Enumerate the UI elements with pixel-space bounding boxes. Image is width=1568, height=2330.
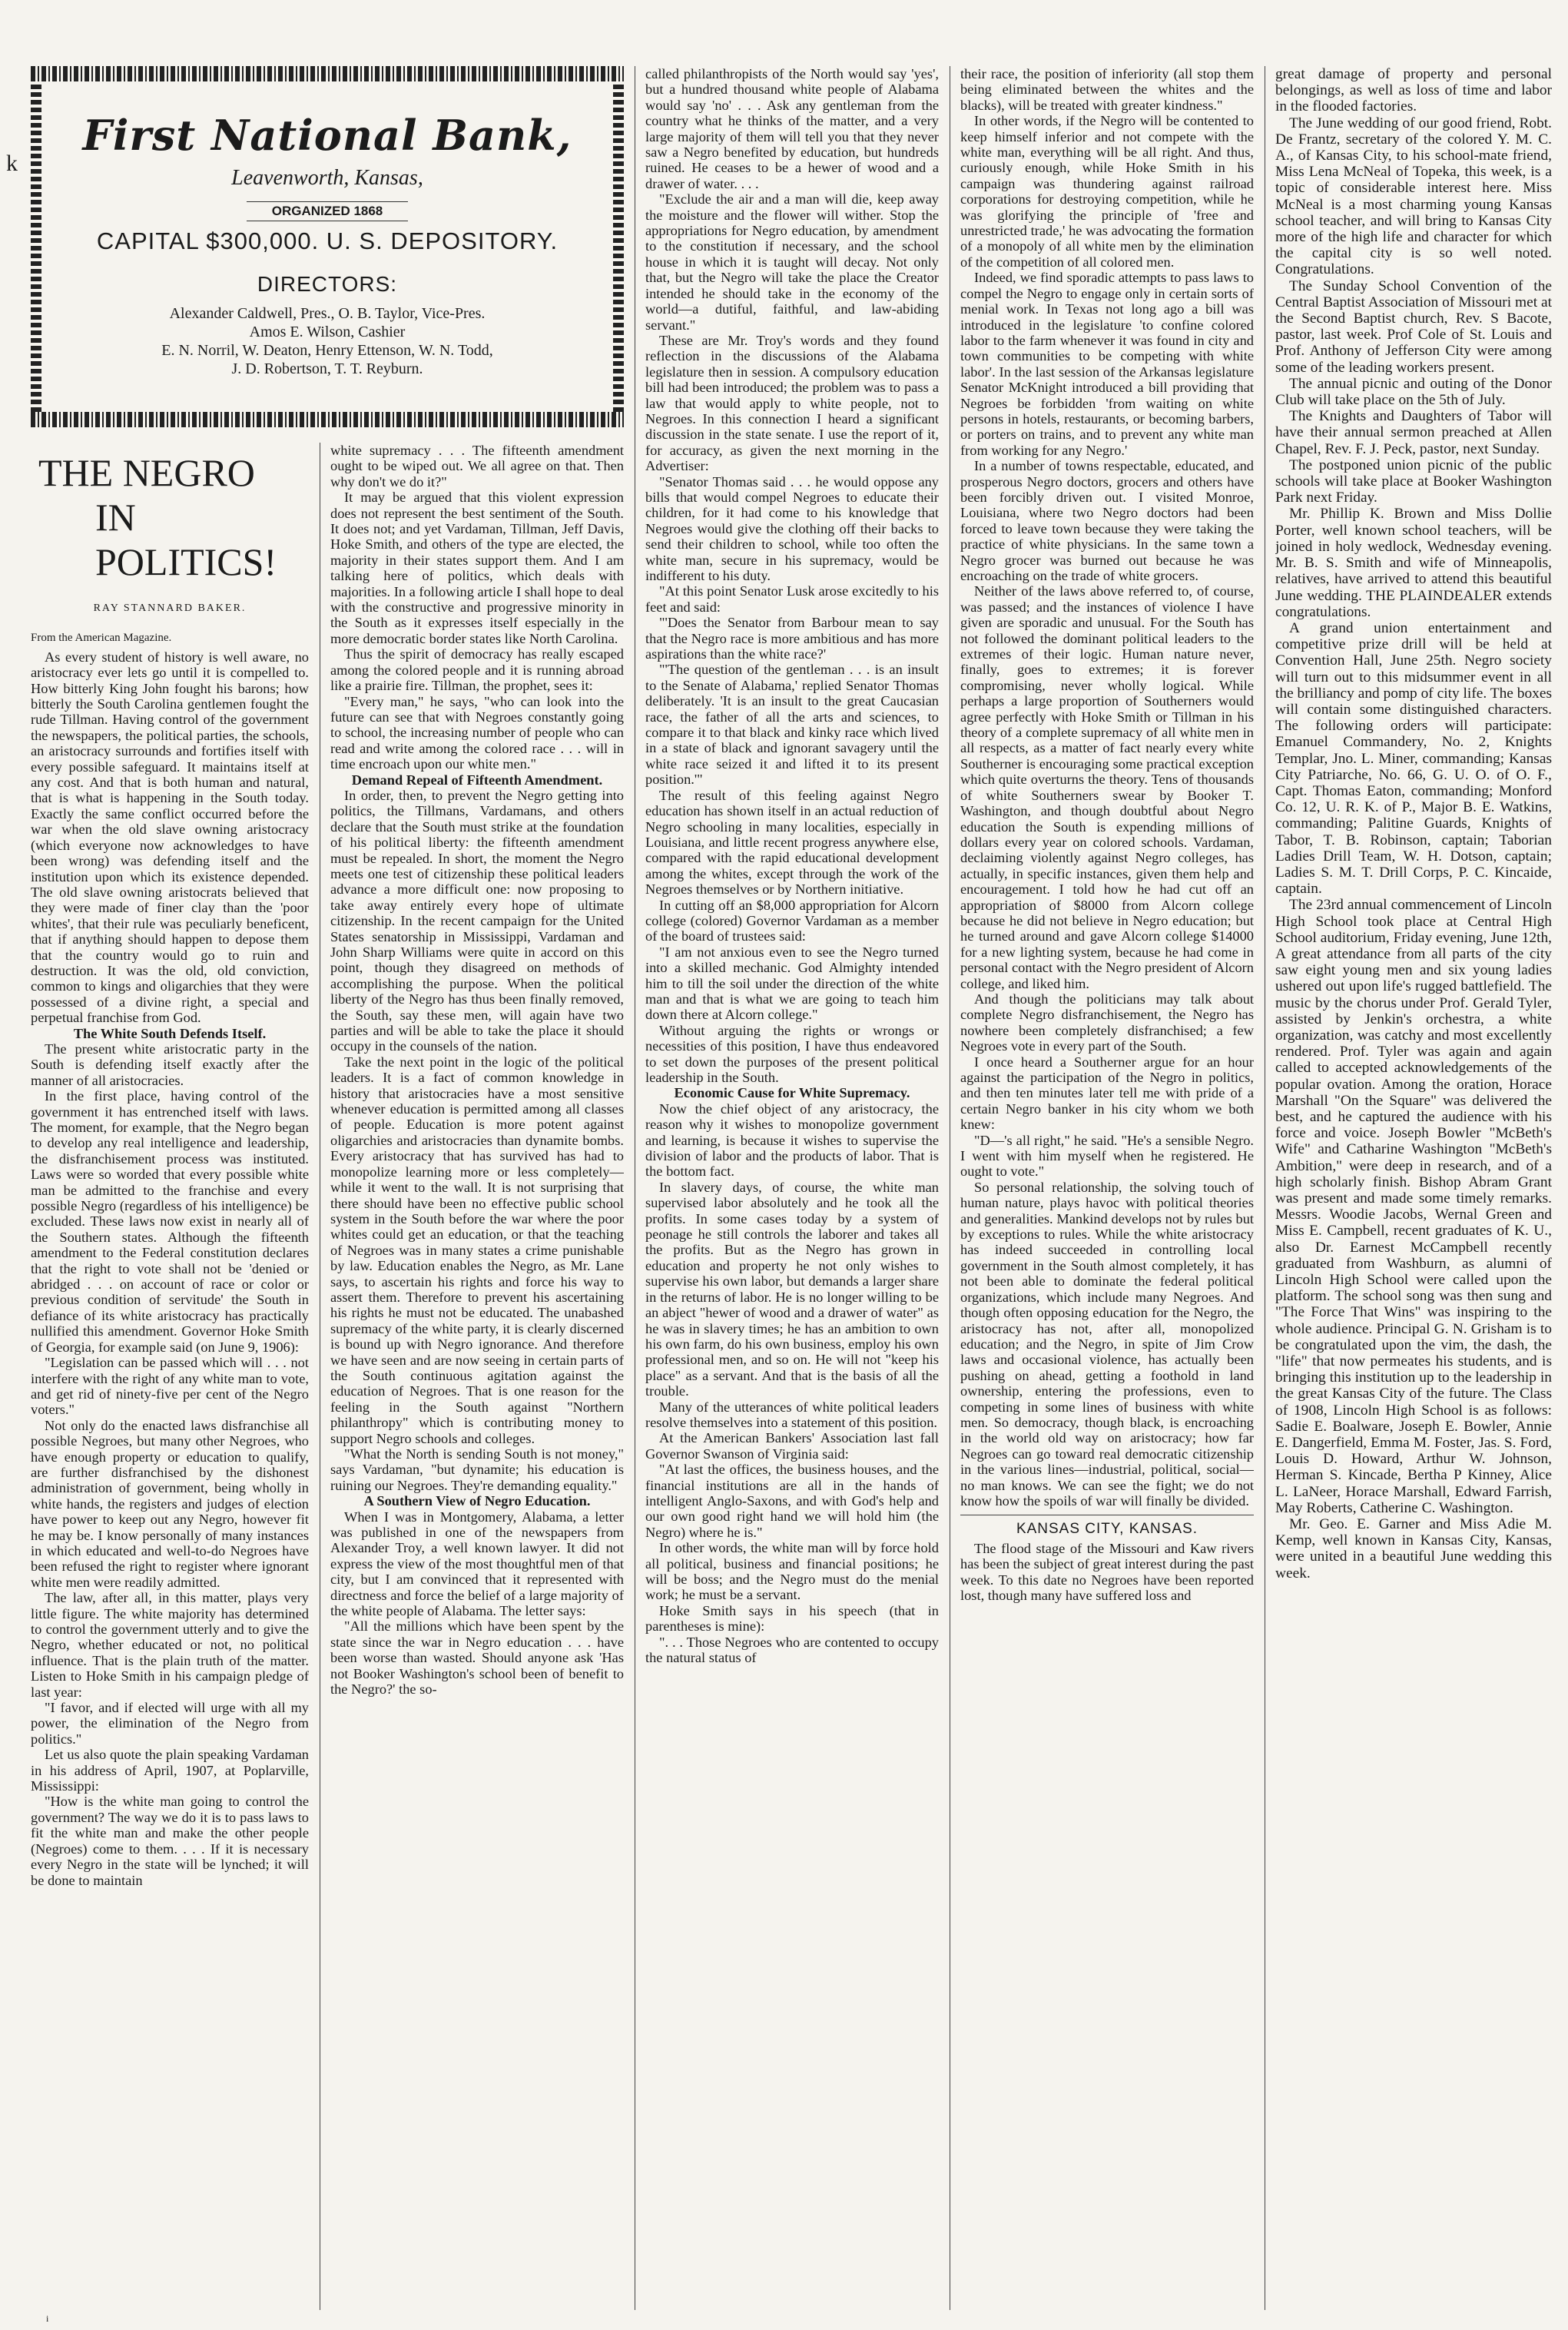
bank-title: First National Bank, bbox=[82, 111, 572, 160]
directors-heading: DIRECTORS: bbox=[257, 272, 398, 296]
paragraph: The Sunday School Convention of the Central Baptist Association of Missouri met at the Second Baptist church, Rev. S Bacote, pastor, last week. Prof Cole of St. Louis and Prof. Anthony of Jefferson City were among some of the leading workers present. bbox=[1275, 277, 1552, 376]
bank-organized: ORGANIZED 1868 bbox=[247, 201, 408, 221]
ornament-border-bottom bbox=[31, 412, 624, 427]
paragraph: I once heard a Southerner argue for an hour against the participation of the Negro in politics, and then ten minutes later tell me with pride of a certain Negro banker in his city whom we both knew: bbox=[960, 1054, 1254, 1133]
paragraph: their race, the position of inferiority (all stop them being eliminated between the whites and the blacks), will be treated with greater kindness." bbox=[960, 66, 1254, 113]
paragraph: As every student of history is well aware, no aristocracy ever lets go until it is compelled to. How bitterly King John fought his barons; how bitterly the South Carolina gentlemen fought the rude Tillman. Having control of the government the newspapers, the political parties, the schools, an aristocracy surrounds and fortifies itself with every possible safeguard. It maintains itself at any cost. And that is both human and natural, that is what is happening in the South today. Exactly the same conflict occurred before the war when the old slave owning aristocracy (which everyone now acknowledges to have been wrong) was defending itself and the institution upon which its existence depended. The old slave owning aristocrats believed that they were made of finer clay than the 'poor whites', that their rule was peculiarly beneficent, that if anything should happen to depose them that the country would go to ruin and destruction. It was the old, old conviction, common to kings and oligarchies that they were possessed of a divine right, a special and perpetual franchise from God. bbox=[31, 649, 309, 1026]
paragraph: "D—'s all right," he said. "He's a sensible Negro. I went with him myself when he registered. He ought to vote." bbox=[960, 1132, 1254, 1180]
director-line: Alexander Caldwell, Pres., O. B. Taylor, Vice-Pres. bbox=[169, 305, 486, 322]
paragraph: It may be argued that this violent expression does not represent the best sentiment of the South. It does not; and yet Vardaman, Tillman, Jeff Davis, Hoke Smith, and others of the type are elected, the majority in their states support them. And I am talking here of politics, which deals with majorities. In a following article I shall hope to deal with the constructive and progressive minority in the South as it expresses itself especially in the more democratic border states like North Carolina. bbox=[330, 490, 624, 646]
headline-line-1: THE NEGRO bbox=[38, 451, 255, 494]
paragraph: The annual picnic and outing of the Donor Club will take place on the 5th of July. bbox=[1275, 375, 1552, 409]
bank-city: Leavenworth, Kansas, bbox=[231, 166, 423, 190]
article-column-2 bbox=[330, 443, 624, 2310]
paragraph: The flood stage of the Missouri and Kaw rivers has been the subject of great interest during the past week. To this date no Negroes have been reported lost, though many have suffered loss and bbox=[960, 1540, 1254, 1603]
paragraph: ". . . Those Negroes who are contented to occupy the natural status of bbox=[645, 1634, 939, 1666]
paragraph: "'The question of the gentleman . . . is an insult to the Senate of Alabama,' replied Senator Thomas deliberately. 'It is an insult to the great Caucasian race, the father of all the arts and sciences, to compare it to that black and kinky race which lived in a state of black and ignorant savagery until the white race seized it and lifted it to its present position.'" bbox=[645, 662, 939, 788]
subheading: The White South Defends Itself. bbox=[73, 1025, 267, 1041]
director-line: J. D. Robertson, T. T. Reyburn. bbox=[231, 360, 423, 377]
paragraph: "I am not anxious even to see the Negro turned into a skilled mechanic. God Almighty intended him to till the soil under the direction of the white man and that is what we are going to teach him down there at Alcorn college." bbox=[645, 944, 939, 1023]
paragraph: The result of this feeling against Negro education has shown itself in an actual reduction of Negro schooling in many localities, especially in Louisiana, and little recent progress anywhere else, compared with the rapid educational development among the whites, except through the work of the Negroes themselves or by Northern initiative. bbox=[645, 787, 939, 898]
bank-advertisement bbox=[31, 66, 624, 427]
paragraph: Take the next point in the logic of the political leaders. It is a fact of common knowledge in history that aristocracies have a most sensitive whenever education is permitted among all classes of people. Education is more potent against oligarchies and aristocracies than dynamite bombs. Every aristocracy that has survived has had to monopolize learning more or less completely—while it went to the wall. It is not surprising that there should have been no effective public school system in the South before the war where the poor whites could get an education, or that the teaching of Negroes was in many states a crime punishable by law. Education enables the Negro, as Mr. Lane says, to ascertain his rights and force his way to assert them. Therefore to prevent his ascertaining his rights he must not be educated. The unabashed supremacy of the white party, it is clearly discerned is bound up with Negro ignorance. And therefore we have seen and are now seeing in certain parts of the South continuous agitation against the education of Negroes. That is one reason for the feeling in the South against "Northern philanthropy" which is contributing money to support Negro schools and colleges. bbox=[330, 1054, 624, 1446]
paragraph: The Knights and Daughters of Tabor will have their annual sermon preached at Allen Chapel, Rev. F. J. Peck, pastor, next Sunday. bbox=[1275, 408, 1552, 457]
paragraph: called philanthropists of the North would say 'yes', but a hundred thousand white people of Alabama would say 'no' . . . Ask any gentleman from the country what he thinks of the matter, and a very large majority of them will tell you that they never saw a Negro benefited by education, but hundreds ruined. He ceases to be a hewer of wood and a drawer of water. . . . bbox=[645, 66, 939, 191]
paragraph: white supremacy . . . The fifteenth amendment ought to be wiped out. We all agree on that. Then why don't we do it?" bbox=[330, 443, 624, 490]
paragraph: The postponed union picnic of the public schools will take place at Booker Washington Park next Friday. bbox=[1275, 456, 1552, 506]
article-headline bbox=[31, 450, 309, 584]
paragraph: These are Mr. Troy's words and they found reflection in the discussions of the Alabama legislature then in session. A compulsory education bill had been introduced; the problem was to pass a law that would apply to white people, not to Negroes. In this connection I heard a significant discussion in the state senate. I use the report of it, for accuracy, as given the next morning in the Advertiser: bbox=[645, 332, 939, 474]
ornament-border-right bbox=[613, 81, 624, 412]
paragraph: "I favor, and if elected will urge with all my power, the elimination of the Negro from politics." bbox=[31, 1700, 309, 1747]
paragraph: In the first place, having control of the government it has entrenched itself with laws. The moment, for example, that the Negro began to develop any real intelligence and leadership, the disfranchisement process was instituted. Laws were so worded that every possible white man be admitted to the franchise and every possible Negro (regardless of his intelligence) be excluded. These laws now exist in nearly all of the Southern states. Although the fifteenth amendment to the Federal constitution declares that the right to vote shall not be 'denied or abridged . . . on account of race or color or previous condition of servitude' the South in defiance of its white aristocracy has practically nullified this amendment. Governor Hoke Smith of Georgia, for example said (on June 9, 1906): bbox=[31, 1088, 309, 1355]
paragraph: The June wedding of our good friend, Robt. De Frantz, secretary of the colored Y. M. C. A., of Kansas City, to his school-mate friend, Miss Lena McNeal of Topeka, this week, is a topic of considerable interest here. Miss McNeal is a most charming young Kansas school teacher, and will bring to Kansas City more of the high life and character for which the capital city is so well noted. Congratulations. bbox=[1275, 115, 1552, 278]
paragraph: "What the North is sending South is not money," says Vardaman, "but dynamite; his education is ruining our Negroes. They're demanding equality." bbox=[330, 1446, 624, 1493]
paragraph: Many of the utterances of white political leaders resolve themselves into a statement of this position. bbox=[645, 1399, 939, 1430]
kansas-city-heading: KANSAS CITY, KANSAS. bbox=[1016, 1521, 1198, 1538]
paragraph: "At this point Senator Lusk arose excitedly to his feet and said: bbox=[645, 583, 939, 615]
paragraph: Indeed, we find sporadic attempts to pass laws to compel the Negro to engage only in certain sorts of menial work. In Texas not long ago a bill was introduced in the legislature 'to confine colored labor to the farm whenever it was found in city and town communities to be competing with white labor'. In the last session of the Arkansas legislature Senator McKnight introduced a bill providing that Negroes be forbidden 'from waiting on white persons in hotels, restaurants, or becoming barbers, or porters on trains, and to prevent any white man from working for any Negro.' bbox=[960, 270, 1254, 458]
subheading: Economic Cause for White Supremacy. bbox=[674, 1085, 910, 1101]
article-column-3 bbox=[645, 66, 939, 2310]
ornament-border-top bbox=[31, 66, 624, 81]
kansas-city-column bbox=[1275, 66, 1552, 2310]
paragraph: "How is the white man going to control the government? The way we do it is to pass laws to fit the white man and make the other people (Negroes) come to them. . . . If it is necessary every Negro in the state will be lynched; it will be done to maintain bbox=[31, 1794, 309, 1888]
paragraph: The 23rd annual commencement of Lincoln High School took place at Central High School auditorium, Friday evening, June 12th, A great attendance from all parts of the city saw eight young men and six young ladies ushered out upon life's rugged battlefield. The music by the chorus under Prof. Gerald Tyler, assisted by Jenkin's orchestra, a white organization, was catchy and most excellently rendered. Prof. Tyler was again and again called to accepted acknowledgements of the popular ovation. Among the oration, Horace Marshall "On the Square" was delivered the best, and he captured the audience with his force and voice. Joseph Bowler "McBeth's Wife" and Catharine Washington "McBeth's Ambition," were deep in research, and of a high scholarly finish. Bishop Abram Grant was present and made some timely remarks. Messrs. Woodie Jacobs, Wernal Green and Miss E. Campbell, recent graduates of K. U., also Dr. Earnest McCampbell recently graduated from Washburn, as alumni of Lincoln High School were called upon the platform. The school song was then sung and "The Force That Wins" was inspiring to the whole audience. Principal G. N. Grisham is to be congratulated upon the vim, the dash, the "life" that now permeates his students, and is bringing this institution up to the leadership in the great Kansas City of the future. The Class of 1908, Lincoln High School is as follows: Sadie E. Boalware, Joseph E. Bowler, Annie E. Dangerfield, Emma M. Foster, Jas. S. Ford, Louis D. Howard, Arthur W. Johnson, Herman S. Kincade, Bertha P Kinney, Alice L. LaNeer, Horace Marshall, Edward Farrish, May Roberts, Catherine C. Washington. bbox=[1275, 897, 1552, 1516]
paragraph: "Senator Thomas said . . . he would oppose any bills that would compel Negroes to educate their children, for it had come to his knowledge that Negroes would give the clothing off their backs to send their children to school, while too often the white man, secure in his supremacy, would be indifferent to his duty. bbox=[645, 473, 939, 583]
paragraph: In other words, the white man will by force hold all political, business and financial positions; he will be boss; and the Negro must do the menial work; he must be a servant. bbox=[645, 1540, 939, 1603]
subheading: A Southern View of Negro Education. bbox=[363, 1493, 591, 1509]
article-byline: RAY STANNARD BAKER. bbox=[93, 602, 247, 614]
paragraph: In other words, if the Negro will be contented to keep himself inferior and not compete with the white man, everything will be all right. And thus, curiously enough, while Hoke Smith in his campaign was thundering against railroad corporations for destroying competition, while he was glorifying the principle of 'free and unrestricted trade,' he was advocating the formation of a monopoly of all white men by the elimination of the competition of all colored men. bbox=[960, 113, 1254, 270]
paragraph: In cutting off an $8,000 appropriation for Alcorn college (colored) Governor Vardaman as a member of the board of trustees said: bbox=[645, 897, 939, 944]
director-line: Amos E. Wilson, Cashier bbox=[249, 324, 406, 340]
paragraph: Let us also quote the plain speaking Vardaman in his address of April, 1907, at Poplarville, Mississippi: bbox=[31, 1747, 309, 1794]
article-source: From the American Magazine. bbox=[31, 632, 172, 645]
paragraph: "Legislation can be passed which will . . . not interfere with the right of any white man to vote, and get rid of ninety-five per cent of the Negro voters." bbox=[31, 1355, 309, 1418]
paragraph: "Exclude the air and a man will die, keep away the moisture and the flower will wither. Stop the appropriations for Negro education, by amendment to the constitution if necessary, and the school house in which it is taught will decay. Not only that, but the Negro will take the place the Creator intended he should take in the economy of the world—a dutiful, faithful, and law-abiding servant." bbox=[645, 191, 939, 333]
newspaper-page bbox=[31, 66, 1552, 2310]
footer-mark: i bbox=[46, 2313, 49, 2324]
bank-capital: CAPITAL $300,000. U. S. DEPOSITORY. bbox=[96, 227, 559, 254]
director-line: E. N. Norril, W. Deaton, Henry Ettenson, W. N. Todd, bbox=[161, 342, 493, 359]
paragraph: So personal relationship, the solving touch of human nature, plays havoc with political theories and generalities. Mankind develops not by rules but by exceptions to rules. While the white aristocracy has indeed succeeded in controlling local government in the South almost completely, it has not been able to dominate the federal political organizations, which include many Negroes. And though often opposing education for the Negro, the aristocracy has not, after all, monopolized education; and the Negro, in spite of Jim Crow laws and occasional violence, has actually been pushing on ahead, getting a foothold in land ownership, entering the professions, even to competing in some lines of business with white men. So democracy, though black, is encroaching in the world old way on aristocracy; how far Negroes can go toward real democratic citizenship in the various lines—industrial, political, social—no man knows. We can see the fight; we do not know how the spoils of war will finally be divided. bbox=[960, 1179, 1254, 1509]
headline-line-2: IN POLITICS! bbox=[95, 496, 277, 583]
paragraph: The law, after all, in this matter, plays very little figure. The white majority has determined to control the government utterly and to give the Negro, whether educated or not, no political influence. That is the plain truth of the matter. Listen to Hoke Smith in his campaign pledge of last year: bbox=[31, 1590, 309, 1700]
ornament-border-left bbox=[31, 81, 41, 412]
paragraph: Mr. Phillip K. Brown and Miss Dollie Porter, well known school teachers, will be joined in holy wedlock, Wednesday evening. Mr. B. S. Smith and wife of Minneapolis, relatives, have arrived to attend this beautiful June wedding. THE PLAINDEALER extends congratulations. bbox=[1275, 506, 1552, 620]
paragraph: great damage of property and personal belongings, as well as loss of time and labor in the flooded factories. bbox=[1275, 66, 1552, 115]
paragraph: Mr. Geo. E. Garner and Miss Adie M. Kemp, well known in Kansas City, Kansas, were united in a beautiful June wedding this week. bbox=[1275, 1516, 1552, 1582]
paragraph: The present white aristocratic party in the South is defending itself exactly after the manner of all aristocracies. bbox=[31, 1041, 309, 1088]
subheading: Demand Repeal of Fifteenth Amendment. bbox=[351, 772, 603, 788]
paragraph: In a number of towns respectable, educated, and prosperous Negro doctors, grocers and others have been forcibly driven out. I visited Monroe, Louisiana, where two Negro doctors had been forced to leave town because they were taking the practice of white physicians. In the same town a Negro grocer was burned out because he was encroaching on the trade of white grocers. bbox=[960, 458, 1254, 583]
paragraph: Hoke Smith says in his speech (that in parentheses is mine): bbox=[645, 1602, 939, 1635]
paragraph: When I was in Montgomery, Alabama, a letter was published in one of the newspapers from Alexander Troy, a well known lawyer. It did not express the view of the most thoughtful men of that city, but I am convinced that it represented with directness and force the belief of a large majority of the white people of Alabama. The letter says: bbox=[330, 1509, 624, 1619]
paragraph: In order, then, to prevent the Negro getting into politics, the Tillmans, Vardamans, and others declare that the South must strike at the foundation of his political liberty: the fifteenth amendment must be repealed. In short, the moment the Negro meets one test of citizenship these political leaders advance a more difficult one: now proposing to take away entirely every hope of ultimate citizenship. In the recent campaign for the United States senatorship in Mississippi, Vardaman and John Sharp Williams were quite in accord on this point, though they disagreed on methods of accomplishing the purpose. When the political liberty of the Negro has thus been finally removed, the South, say these men, will again have two parties and will be able to take the place it should occupy in the counsels of the nation. bbox=[330, 787, 624, 1054]
paragraph: Without arguing the rights or wrongs or necessities of this position, I have thus endeavored to set down the purposes of the present political leadership in the South. bbox=[645, 1022, 939, 1085]
paragraph: A grand union entertainment and competitive prize drill will be held at Convention Hall, June 25th. Negro society will turn out to this midsummer event in all the brilliancy and pomp of city life. The boxes will contain some distinguished characters. The following orders will participate: Emanuel Commandery, No. 2, Knights Templar, Jno. L. Miner, commanding; Kansas City Patriarche, No. 66, G. U. O. of O. F., Capt. Thomas Eaton, commanding; Monford Co. 12, U. R. K. of P., Major B. E. Watkins, commanding; Palitine Guards, Knights of Tabor, T. B. Robinson, captain; Taborian Ladies Drill Team, W. H. Dotson, captain; Ladies S. M. T. Drill Corps, P. C. Kincaide, captain. bbox=[1275, 619, 1552, 898]
paragraph: And though the politicians may talk about complete Negro disfranchisement, the Negro has nowhere been completely disfranchised; a few Negroes vote in every part of the South. bbox=[960, 991, 1254, 1054]
paragraph: Not only do the enacted laws disfranchise all possible Negroes, but many other Negroes, who have enough property or education to qualify, are further disfranchised by the dishonest administration of government, being wholly in white hands, the registers and judges of election have power to keep out any Negro, however fit he may be. I know personally of many instances in which educated and well-to-do Negroes have been refused the right to register where ignorant white men were readily admitted. bbox=[31, 1417, 309, 1590]
paragraph: In slavery days, of course, the white man supervised labor absolutely and he took all the profits. In some cases today by a system of peonage he still controls the laborer and takes all the profits. But as the Negro has grown in education and property he not only wishes to supervise his own labor, but demands a larger share in the returns of labor. He is no longer willing to be an abject "hewer of wood and a drawer of water" as he was in slavery times; he has an ambition to own his own farm, do his own business, employ his own professional men, and so on. He will not "keep his place" as a servant. And that is the basis of all the trouble. bbox=[645, 1179, 939, 1399]
paragraph: Now the chief object of any aristocracy, the reason why it wishes to monopolize government and learning, is because it wishes to supervise the division of labor and the products of labor. That is the bottom fact. bbox=[645, 1100, 939, 1180]
paragraph: "At last the offices, the business houses, and the financial institutions are all in the hands of intelligent Anglo-Saxons, and with God's help and our own good right hand we will hold him (the Negro) where he is." bbox=[645, 1462, 939, 1540]
paragraph: Thus the spirit of democracy has really escaped among the colored people and it is running abroad like a prairie fire. Tillman, the prophet, sees it: bbox=[330, 646, 624, 694]
paragraph: "Every man," he says, "who can look into the future can see that with Negroes constantly going to school, the increasing number of people who can read and write among the colored race . . . will in time encroach upon our white men." bbox=[330, 693, 624, 772]
paragraph: "'Does the Senator from Barbour mean to say that the Negro race is more ambitious and has more aspirations than the white race?' bbox=[645, 615, 939, 662]
paragraph: Neither of the laws above referred to, of course, was passed; and the instances of violence I have given are sporadic and unusual. For the South has not followed the dominant political leaders to the extremes of their logic. Human nature never, finally, goes to extremes; it is forever compromising, never wholly logical. While perhaps a large proportion of Southerners would agree perfectly with Hoke Smith or Tillman in his theory of a complete supremacy of all white men in all respects, as a matter of fact nearly every white Southerner is encouraging some practical exception which quite overturns the theory. Tens of thousands of white Southerners swear by Booker T. Washington, and though doubtful about Negro education the South is expending millions of dollars every year on colored schools. Vardaman, declaiming violently against Negro colleges, has actually, in specific instances, given them help and encouragement. I told how he had cut off an appropriation of $8000 from Alcorn college because he did not believe in Negro education; but he turned around and gave Alcorn college $14000 for a new lighting system, because he had come in personal contact with the Negro president of Alcorn college, and liked him. bbox=[960, 583, 1254, 991]
article-column-4 bbox=[960, 66, 1254, 2310]
article-column-1 bbox=[31, 443, 309, 2310]
paragraph: At the American Bankers' Association last fall Governor Swanson of Virginia said: bbox=[645, 1430, 939, 1462]
margin-mark: k bbox=[6, 151, 18, 176]
directors-list bbox=[31, 304, 624, 378]
paragraph: "All the millions which have been spent by the state since the war in Negro education . . . have been worse than wasted. Should anyone ask 'Has not Booker Washington's school been of benefit to the Negro?' the so- bbox=[330, 1618, 624, 1698]
